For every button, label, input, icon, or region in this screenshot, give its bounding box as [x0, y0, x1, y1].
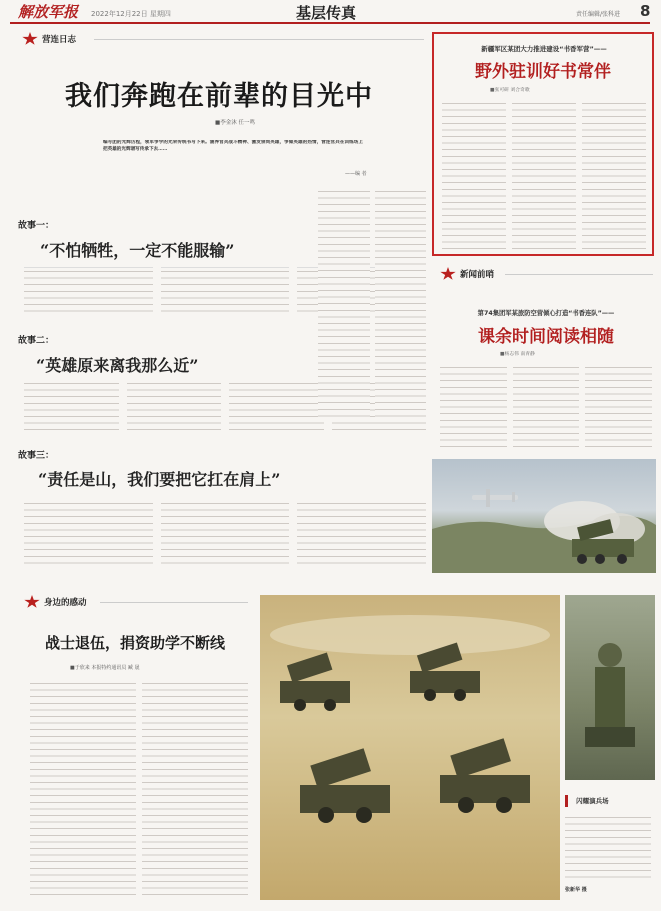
column-tag-label: 营连日志 — [42, 35, 77, 45]
sidebar-marker — [565, 795, 568, 807]
star-icon — [22, 32, 38, 46]
photo-launchers-field — [260, 595, 560, 900]
story-1-quote: “不怕牺牲，一定不能服输” — [40, 241, 235, 260]
boxed-article — [432, 32, 654, 256]
newspaper-logo: 解放军报 — [18, 3, 79, 21]
news-tag-rule — [505, 274, 653, 275]
star-icon — [440, 267, 456, 281]
issue-date: 2022年12月22日 星期四 — [91, 10, 171, 18]
feature-lead: 编写团的光辉历程，领军争学的光荣传统书写下来。涵养官兵战斗精神、激发崇尚英雄，争做英雄的热情，营连官兵在训练场上把英雄的光辉谱写传承下去…… — [103, 140, 363, 152]
column-tag — [22, 32, 76, 46]
news-tag — [440, 267, 494, 281]
editor-line: 责任编辑/张科进 — [576, 11, 621, 18]
news-kicker: 第74集团军某旅防空营倾心打造“书香连队”—— — [477, 310, 615, 317]
photo-sidebar-caption — [565, 814, 651, 882]
bottom-tag — [24, 595, 87, 609]
editor-note: ——编 者 — [345, 171, 367, 177]
news-headline: 课余时间阅读相随 — [478, 327, 614, 347]
photo-sidebar-title: 闪耀演兵场 — [576, 797, 609, 805]
story-1-label: 故事一： — [18, 221, 55, 231]
photo-sidebar — [565, 790, 655, 900]
news-body — [440, 364, 652, 452]
story-3-label: 故事三： — [18, 451, 55, 461]
photo-sidebar-credit: 张新华 摄 — [565, 887, 587, 893]
tag-rule — [94, 39, 424, 40]
feature-byline: ■李金沐 任一鸣 — [215, 120, 255, 126]
bottom-tag-rule — [100, 602, 248, 603]
boxed-headline: 野外驻训好书常伴 — [475, 62, 611, 82]
bottom-byline: ■于欣来 本报特约通讯员 臧 晟 — [70, 665, 140, 671]
boxed-body — [442, 100, 646, 250]
bottom-body — [30, 680, 248, 900]
photo-drone-launch — [432, 459, 656, 573]
bottom-headline: 战士退伍，捐资助学不断线 — [44, 634, 225, 652]
story-2-quote: “英雄原来离我那么近” — [36, 356, 199, 375]
photo-soldiers — [565, 595, 655, 780]
launchers-field-graphic — [260, 595, 560, 900]
news-byline: ■杨志伟 南青静 — [500, 352, 535, 357]
boxed-kicker: 新疆军区某团大力推进建设“书香军营”—— — [481, 45, 607, 53]
star-icon — [24, 595, 40, 609]
story-2-label: 故事二： — [18, 336, 55, 346]
story-3-quote: “责任是山，我们要把它扛在肩上” — [38, 470, 281, 489]
news-tag-label: 新闻前哨 — [460, 270, 495, 280]
soldiers-graphic — [565, 595, 655, 780]
boxed-byline: ■张可研 刘合奇歌 — [490, 88, 530, 93]
feature-right-columns — [318, 188, 426, 418]
drone-launch-graphic — [432, 459, 656, 573]
feature-headline: 我们奔跑在前辈的目光中 — [65, 81, 373, 112]
masthead — [0, 0, 661, 26]
page-section-title: 基层传真 — [296, 4, 357, 22]
story-3-body — [24, 500, 426, 568]
page-number: 8 — [640, 2, 651, 20]
masthead-rule — [10, 22, 650, 24]
bottom-tag-label: 身边的感动 — [44, 598, 87, 608]
